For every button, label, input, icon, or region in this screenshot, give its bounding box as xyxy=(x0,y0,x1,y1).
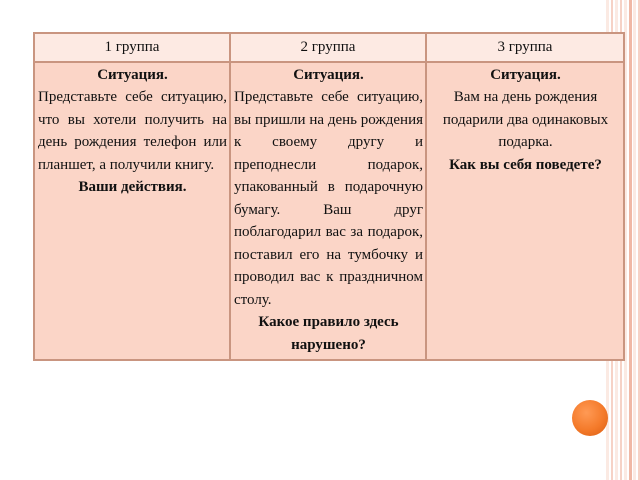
situation-text-2: Представьте себе ситуацию, вы пришли на день рождения к своему другу и преподнесли подарок, упакованный в подарочную бумагу. Ваш друг поблагодарил вас за подарок, поставил его на тумбочку и проводил вас к праздничном столу. xyxy=(234,89,423,308)
question-1: Ваши действия. xyxy=(78,179,187,195)
groups-table xyxy=(33,32,625,361)
header-group-3: 3 группа xyxy=(426,33,624,62)
table-body-row xyxy=(34,62,624,361)
situation-label-1: Ситуация. xyxy=(97,66,168,83)
group-1-cell xyxy=(34,62,230,361)
situation-label-3: Ситуация. xyxy=(490,66,561,83)
situation-text-1: Представьте себе ситуацию, что вы хотели получить на день рождения телефон или планшет, а получили книгу. xyxy=(38,89,227,173)
orange-circle-decoration xyxy=(572,400,608,436)
header-group-2: 2 группа xyxy=(230,33,426,62)
question-2: Какое правило здесь нарушено? xyxy=(258,314,399,353)
situation-text-3: Вам на день рождения подарили два одинаковых подарка. xyxy=(442,89,609,150)
situation-label-2: Ситуация. xyxy=(293,66,364,83)
group-3-cell xyxy=(426,62,624,361)
header-group-1: 1 группа xyxy=(34,33,230,62)
table-header-row xyxy=(34,33,624,62)
question-3: Как вы себя поведете? xyxy=(449,156,602,173)
group-2-cell xyxy=(230,62,426,361)
